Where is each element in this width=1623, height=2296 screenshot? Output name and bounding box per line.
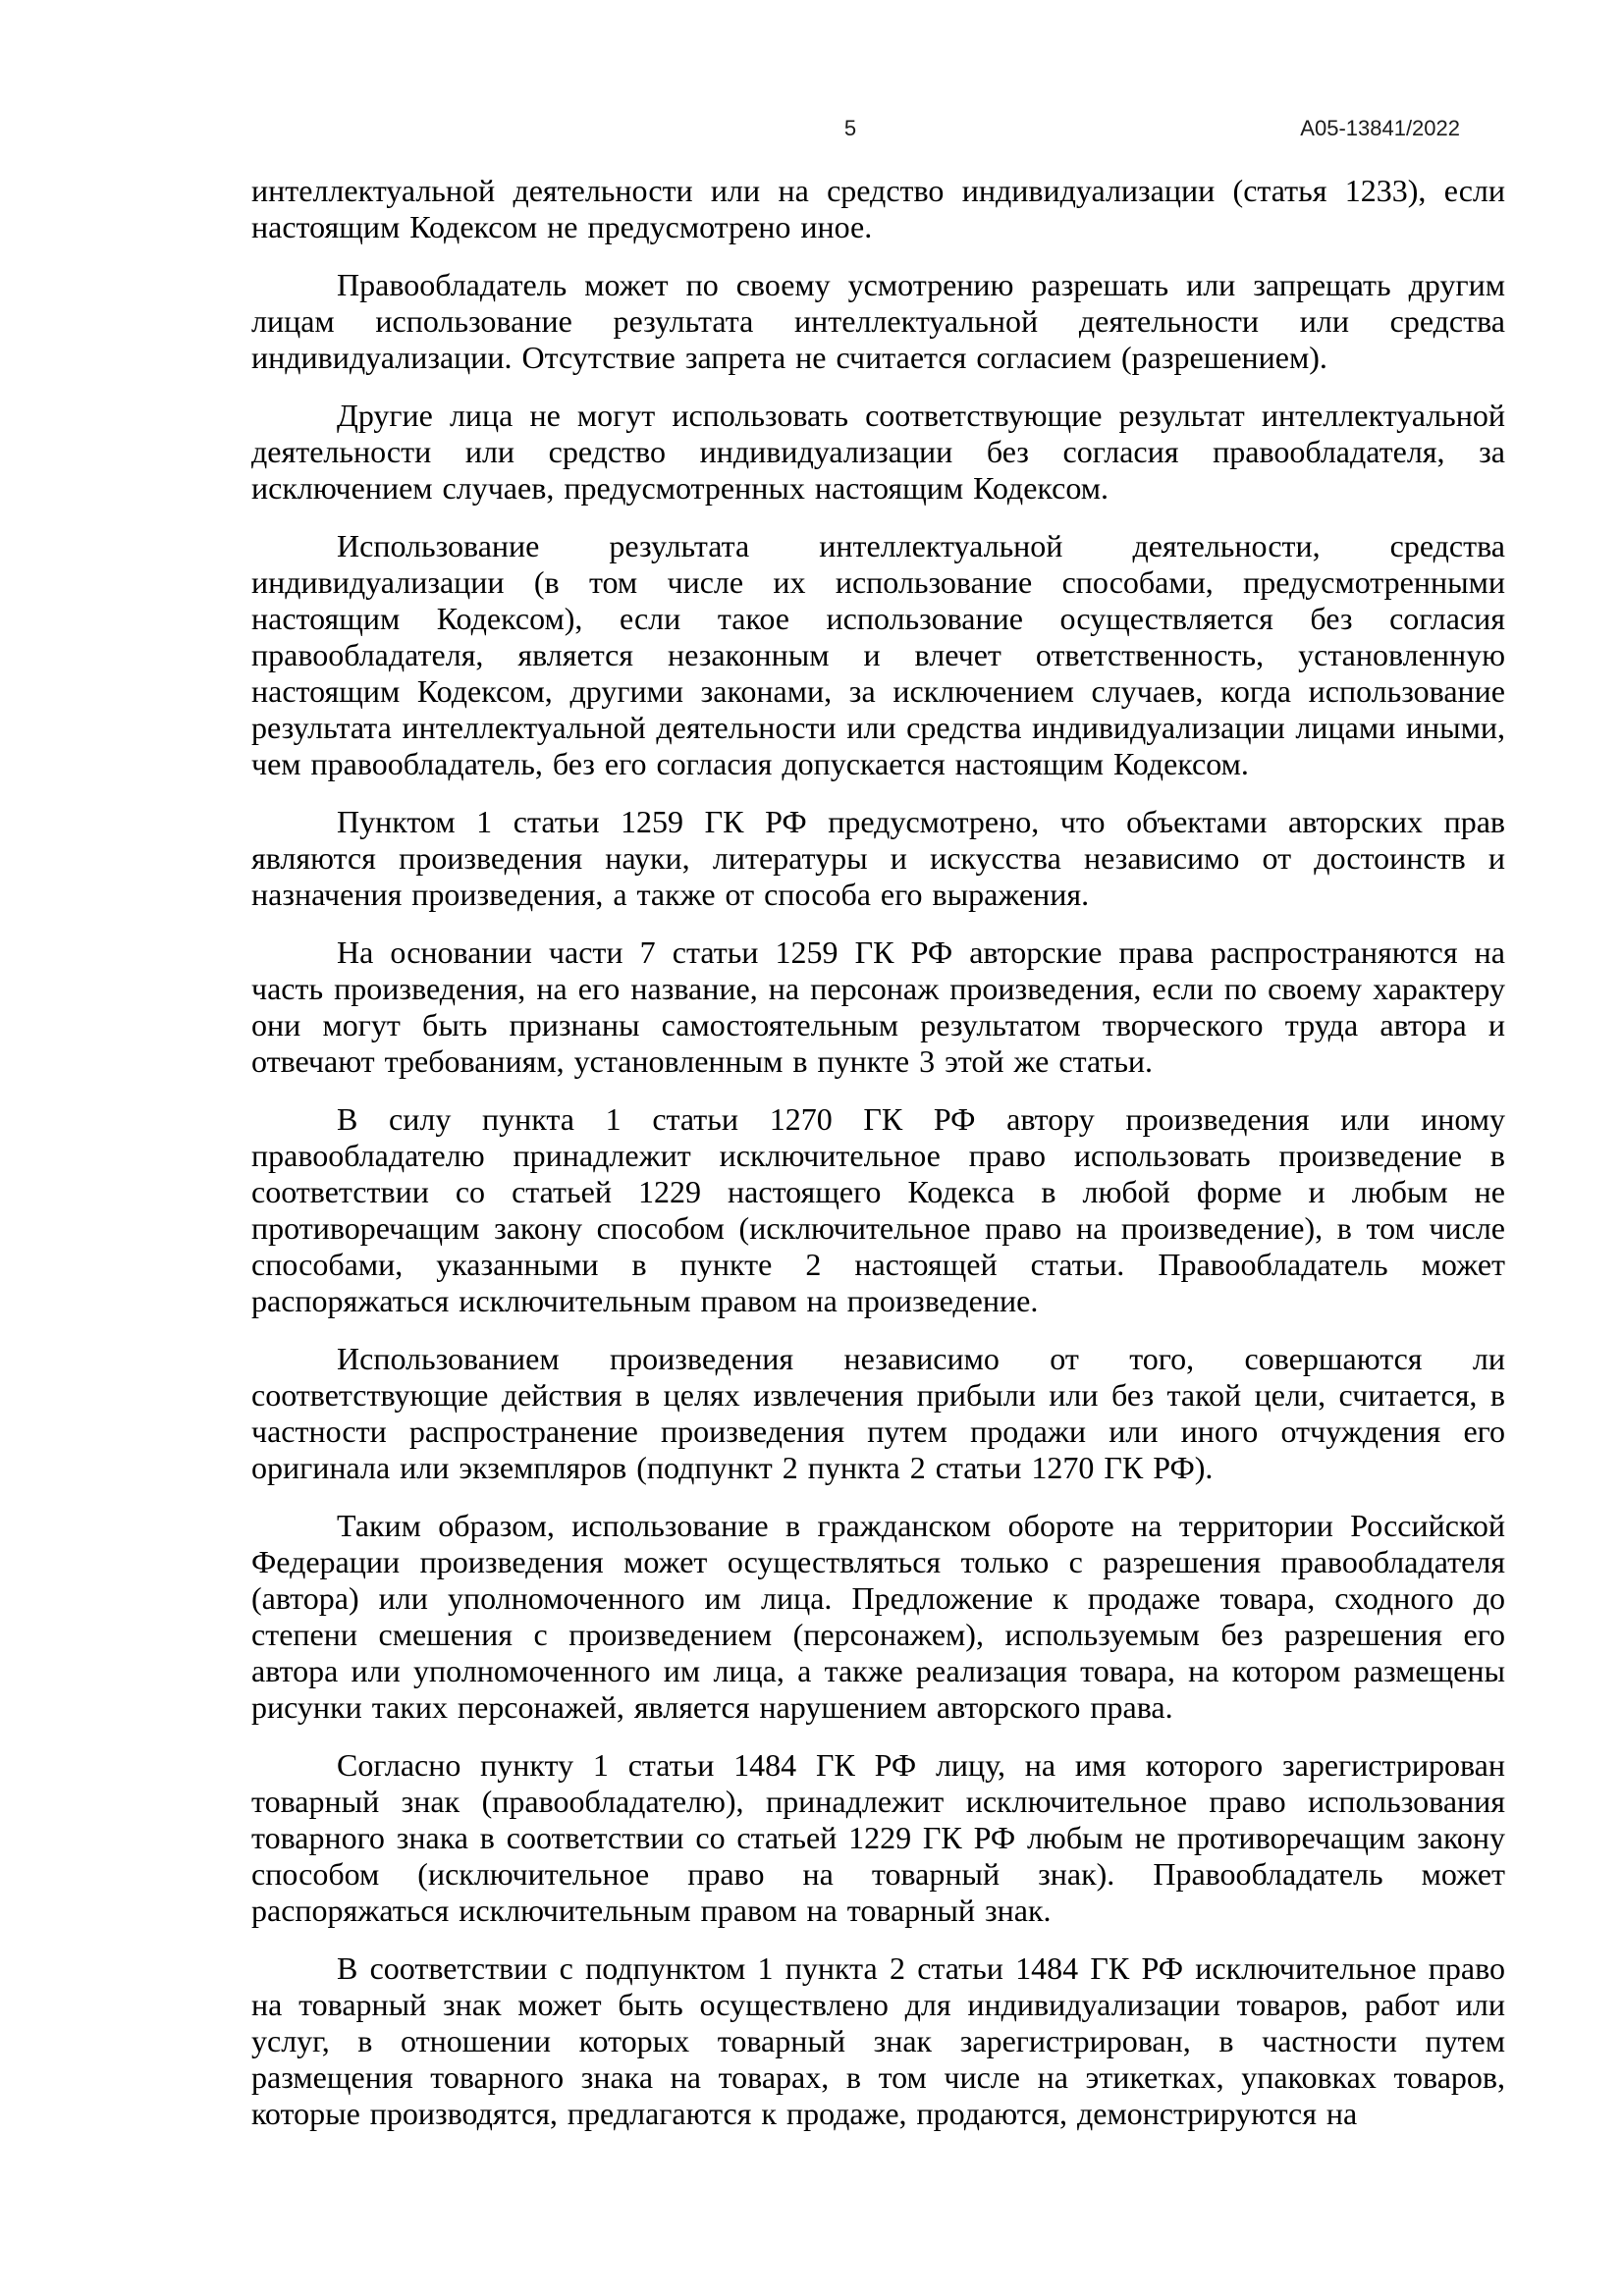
document-paragraph: интеллектуальной деятельности или на средство индивидуализации (статья 1233), если настоящим Кодексом не предусмотрено иное. xyxy=(251,173,1505,244)
document-paragraph: Пунктом 1 статьи 1259 ГК РФ предусмотрено, что объектами авторских прав являются произведения науки, литературы и искусства независимо от достоинств и назначения произведения, а также от способа его выражения. xyxy=(251,804,1505,912)
document-paragraph: Использованием произведения независимо от того, совершаются ли соответствующие действия в целях извлечения прибыли или без такой цели, считается, в частности распространение произведения путем продажи или иного отчуждения его оригинала или экземпляров (подпункт 2 пункта 2 статьи 1270 ГК РФ). xyxy=(251,1341,1505,1485)
document-paragraph: Другие лица не могут использовать соответствующие результат интеллектуальной деятельности или средство индивидуализации без согласия правообладателя, за исключением случаев, предусмотренных настоящим Кодексом. xyxy=(251,398,1505,506)
document-paragraph: Согласно пункту 1 статьи 1484 ГК РФ лицу, на имя которого зарегистрирован товарный знак (правообладателю), принадлежит исключительное право использования товарного знака в соответствии со статьей 1229 ГК РФ любым не противоречащим закону способом (исключительное право на товарный знак). Правообладатель может распоряжаться исключительным правом на товарный знак. xyxy=(251,1747,1505,1928)
document-paragraph: В силу пункта 1 статьи 1270 ГК РФ автору произведения или иному правообладателю принадлежит исключительное право использовать произведение в соответствии со статьей 1229 настоящего Кодекса в любой форме и любым не противоречащим закону способом (исключительное право на произведение), в том числе способами, указанными в пункте 2 настоящей статьи. Правообладатель может распоряжаться исключительным правом на произведение. xyxy=(251,1101,1505,1318)
document-body xyxy=(251,173,1505,2154)
document-paragraph: Использование результата интеллектуальной деятельности, средства индивидуализации (в том числе их использование способами, предусмотренными настоящим Кодексом), если такое использование осуществляется без согласия правообладателя, является незаконным и влечет ответственность, установленную настоящим Кодексом, другими законами, за исключением случаев, когда использование результата интеллектуальной деятельности или средства индивидуализации лицами иными, чем правообладатель, без его согласия допускается настоящим Кодексом. xyxy=(251,528,1505,781)
document-paragraph: В соответствии с подпунктом 1 пункта 2 статьи 1484 ГК РФ исключительное право на товарный знак может быть осуществлено для индивидуализации товаров, работ или услуг, в отношении которых товарный знак зарегистрирован, в частности путем размещения товарного знака на товарах, в том числе на этикетках, упаковках товаров, которые производятся, предлагаются к продаже, продаются, демонстрируются на xyxy=(251,1950,1505,2131)
case-number: А05-13841/2022 xyxy=(1300,116,1460,140)
page-number: 5 xyxy=(843,116,857,140)
document-paragraph: Правообладатель может по своему усмотрению разрешать или запрещать другим лицам использование результата интеллектуальной деятельности или средства индивидуализации. Отсутствие запрета не считается согласием (разрешением). xyxy=(251,267,1505,375)
document-paragraph: Таким образом, использование в гражданском обороте на территории Российской Федерации произведения может осуществляться только с разрешения правообладателя (автора) или уполномоченного им лица. Предложение к продаже товара, сходного до степени смешения с произведением (персонажем), используемым без разрешения его автора или уполномоченного им лица, а также реализация товара, на котором размещены рисунки таких персонажей, является нарушением авторского права. xyxy=(251,1508,1505,1725)
document-paragraph: На основании части 7 статьи 1259 ГК РФ авторские права распространяются на часть произведения, на его название, на персонаж произведения, если по своему характеру они могут быть признаны самостоятельным результатом творческого труда автора и отвечают требованиям, установленным в пункте 3 этой же статьи. xyxy=(251,934,1505,1079)
